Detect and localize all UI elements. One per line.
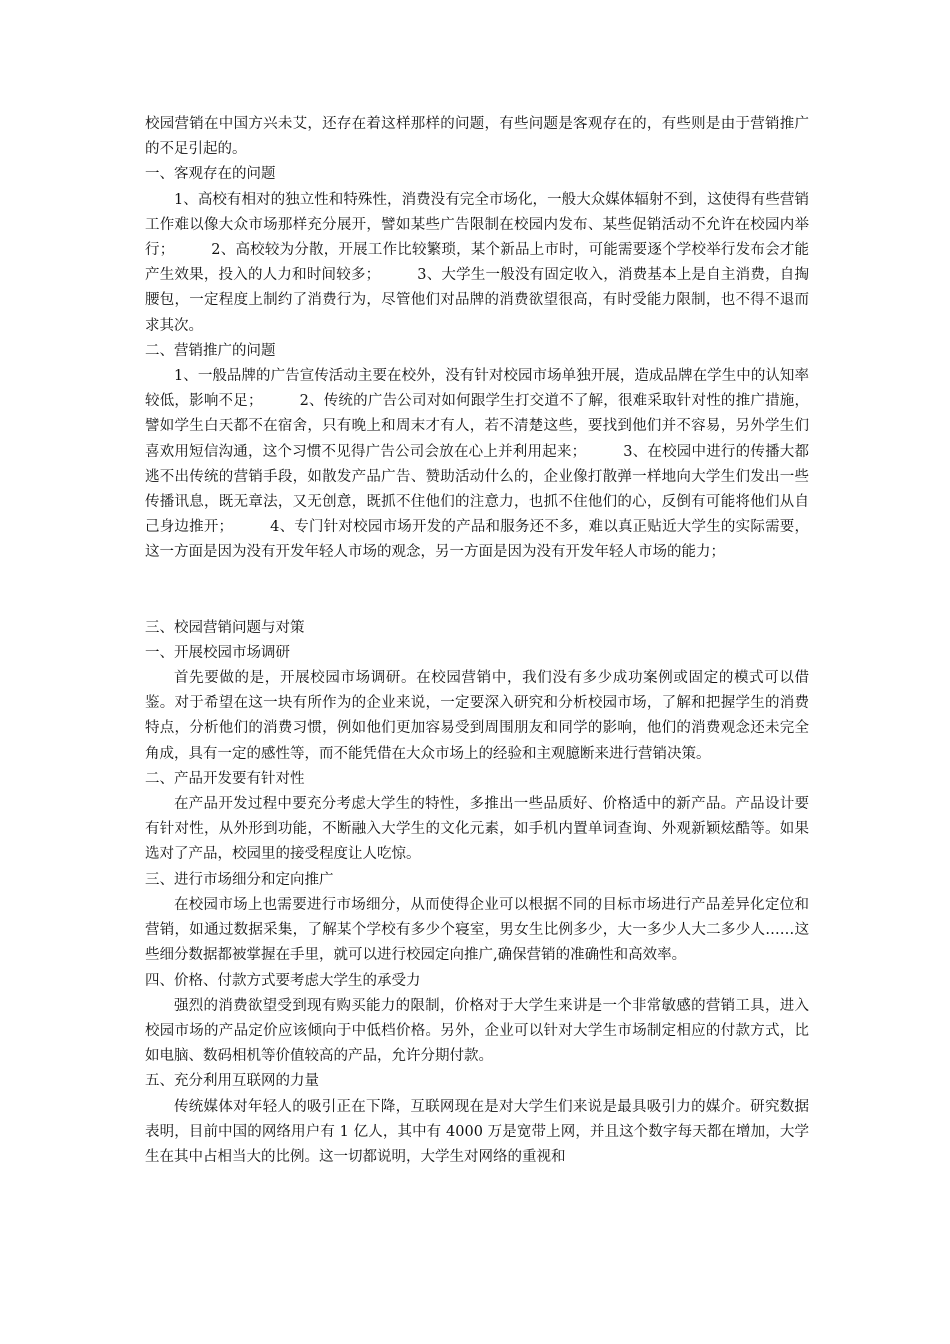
pricing-payment-paragraph: 强烈的消费欲望受到现有购买能力的限制，价格对于大学生来讲是一个非常敏感的营销工具，进入校园市场的产品定价应该倾向于中低档价格。另外，企业可以针对大学生市场制定相应的付款方式，比如电脑、数码相机等价值较高的产品，允许分期付款。: [145, 997, 809, 1065]
promotion-problems-paragraph: 1、一般品牌的广告宣传活动主要在校外，没有针对校园市场单独开展，造成品牌在学生中的认知率较低，影响不足； 2、传统的广告公司对如何跟学生打交道不了解，很难采取针对性的推广措施，譬如学生白天都不在宿舍，只有晚上和周末才有人，若不清楚这些，要找到他们并不容易，另外学生们喜欢用短信沟通，这个习惯不见得广告公司会放在心上并利用起来； 3、在校园中进行的传播大都逃不出传统的营销手段，如散发产品广告、赞助活动什么的，企业像打散弹一样地向大学生们发出一些传播讯息，既无章法，又无创意，既抓不住他们的注意力，也抓不住他们的心，反倒有可能将他们从自己身边推开； 4、专门针对校园市场开发的产品和服务还不多，难以真正贴近大学生的实际需要，这一方面是因为没有开发年轻人市场的观念，另一方面是因为没有开发年轻人市场的能力；: [145, 368, 809, 561]
section-heading-objective-problems: 一、客观存在的问题: [145, 166, 276, 183]
subheading-internet-power: 五、充分利用互联网的力量: [145, 1073, 319, 1090]
subheading-market-research: 一、开展校园市场调研: [145, 644, 290, 661]
blank-spacer: [145, 566, 809, 616]
section-heading-countermeasures: 三、校园营销问题与对策: [145, 619, 305, 636]
market-research-paragraph: 首先要做的是，开展校园市场调研。在校园营销中，我们没有多少成功案例或固定的模式可以借鉴。对于希望在这一块有所作为的企业来说，一定要深入研究和分析校园市场，了解和把握学生的消费特点，分析他们的消费习惯，例如他们更加容易受到周围朋友和同学的影响，他们的消费观念还未完全角成，具有一定的感性等，而不能凭借在大众市场上的经验和主观臆断来进行营销决策。: [145, 670, 809, 762]
section-heading-promotion-problems: 二、营销推广的问题: [145, 342, 276, 359]
document-page: [145, 112, 809, 1170]
intro-paragraph: 校园营销在中国方兴未艾，还存在着这样那样的问题，有些问题是客观存在的，有些则是由于营销推广的不足引起的。: [145, 116, 809, 158]
internet-power-paragraph: 传统媒体对年轻人的吸引正在下降，互联网现在是对大学生们来说是最具吸引力的媒介。研究数据表明，目前中国的网络用户有 1 亿人，其中有 4000 万是宽带上网，并且这个数字每天都在增加，大学生在其中占相当大的比例。这一切都说明，大学生对网络的重视和: [145, 1098, 809, 1165]
objective-problems-paragraph: 1、高校有相对的独立性和特殊性，消费没有完全市场化，一般大众媒体辐射不到，这使得有些营销工作难以像大众市场那样充分展开，譬如某些广告限制在校园内发布、某些促销活动不允许在校园内举行； 2、高校较为分散，开展工作比较繁琐，某个新品上市时，可能需要逐个学校举行发布会才能产生效果，投入的人力和时间较多； 3、大学生一般没有固定收入，消费基本上是自主消费，自掏腰包，一定程度上制约了消费行为，尽管他们对品牌的消费欲望很高，有时受能力限制，也不得不退而求其次。: [145, 191, 809, 334]
subheading-product-development: 二、产品开发要有针对性: [145, 770, 305, 787]
product-development-paragraph: 在产品开发过程中要充分考虑大学生的特性，多推出一些品质好、价格适中的新产品。产品设计要有针对性，从外形到功能，不断融入大学生的文化元素，如手机内置单词查询、外观新颖炫酷等。如果选对了产品，校园里的接受程度让人吃惊。: [145, 796, 809, 863]
subheading-pricing-payment: 四、价格、付款方式要考虑大学生的承受力: [145, 972, 421, 989]
subheading-market-segmentation: 三、进行市场细分和定向推广: [145, 871, 334, 888]
market-segmentation-paragraph: 在校园市场上也需要进行市场细分，从而使得企业可以根据不同的目标市场进行产品差异化定位和营销，如通过数据采集，了解某个学校有多少个寝室，男女生比例多少，大一多少人大二多少人……这些细分数据都被掌握在手里，就可以进行校园定向推广,确保营销的准确性和高效率。: [145, 896, 809, 964]
